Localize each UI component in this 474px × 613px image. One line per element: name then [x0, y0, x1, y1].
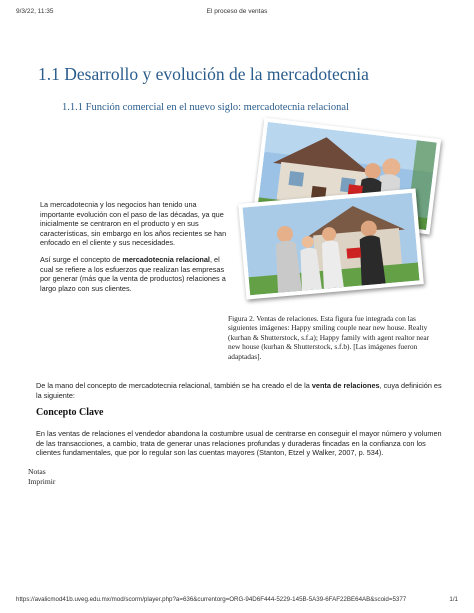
print-date: 9/3/22, 11:35 — [16, 8, 54, 15]
text-segment: Así surge el concepto de — [40, 255, 123, 264]
notes-section — [28, 467, 55, 487]
page-heading: 1.1 Desarrollo y evolución de la mercadotecnia — [38, 64, 369, 84]
relational-marketing-paragraph — [40, 255, 232, 293]
family-agent-image — [242, 193, 419, 295]
print-header — [16, 8, 458, 20]
page-url: https://avalicmod41b.uveg.edu.mx/mod/scorm/player.php?a=636&currentorg=ORG-94D6F444-5229-145B-5A39-6FAF22BE64AB&scoid=5377 — [16, 596, 407, 603]
key-concept-paragraph: En las ventas de relaciones el vendedor abandona la costumbre usual de centrarse en conseguir el mayor número y volumen de las transacciones, a cambio, trata de generar unas relaciones profundas y duraderas fincadas en la confianza con los clientes fundamentales, que por lo regular son las cuentas mayores (Stanton, Etzel y Walker, 2007, p. 534). — [36, 429, 442, 458]
key-concept-title: Concepto Clave — [36, 407, 104, 418]
page-number: 1/1 — [449, 596, 458, 603]
bold-term: venta de relaciones — [311, 381, 380, 390]
figure-caption: Figura 2. Ventas de relaciones. Esta figura fue integrada con las siguientes imágenes: Happy smiling couple near new house. Realty (kurhan & Shutterstock, s.f.a); Happy family with agent realtor near new house (kurhan & Shutterstock, s.f.b). [Las imágenes fueron adaptadas]. — [228, 314, 430, 361]
document-title: El proceso de ventas — [206, 8, 268, 15]
intro-paragraph: La mercadotecnia y los negocios han tenido una importante evolución con el paso de las décadas, ya que inicialmente se centraron en el producto y en sus características, sin embargo en los años recientes se han enfocado en el cliente y sus necesidades. — [40, 200, 227, 248]
relationship-selling-paragraph — [36, 381, 446, 400]
text-segment: De la mano del concepto de mercadotecnia relacional, también se ha creado el de la — [36, 381, 312, 390]
text-segment: , cuya definición es la siguiente: — [36, 381, 442, 400]
bold-term: mercadotecnia relacional — [122, 255, 210, 264]
print-link[interactable]: Imprimir — [28, 477, 56, 486]
section-subheading: 1.1.1 Función comercial en el nuevo siglo: mercadotecnia relacional — [62, 102, 349, 113]
photo-happy-family — [238, 188, 424, 299]
text-segment: , el cual se refiere a los esfuerzos que realizan las empresas por generar (más que la venta de productos) relaciones a largo plazo con sus clientes. — [40, 255, 226, 293]
notes-link[interactable]: Notas — [28, 467, 46, 476]
